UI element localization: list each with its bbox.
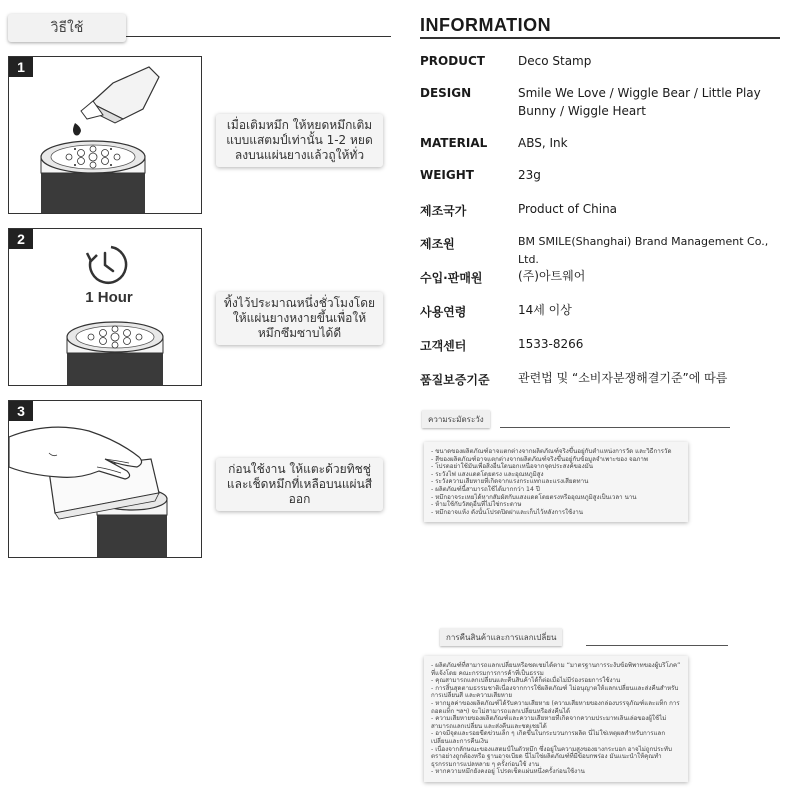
info-label-material: MATERIAL	[420, 136, 488, 150]
info-label-manufacturer: 제조원	[420, 237, 455, 251]
caution-line: - ระวังไฟ แสงแดดโดยตรง และอุณหภูมิสูง	[431, 470, 544, 478]
exchange-tab: การคืนสินค้าและการแลกเปลี่ยน	[440, 628, 562, 646]
tissue-wipe-icon	[9, 401, 202, 558]
exchange-line: - หากมูลค่าของผลิตภัณฑ์ได้รับความเสียหาย (ความเสียหายของกล่องบรรจุภัณฑ์และแท็ก การถอดแท็ก ฯลฯ) จะไม่สามารถแลกเปลี่ยนหรือส่งคืนได้	[431, 699, 680, 715]
exchange-line: - การสิ้นสุดตามธรรมชาติเนื่องจากการใช้ผลิตภัณฑ์ ไม่อนุญาตให้แลกเปลี่ยนและส่งคืนสำหรับการเปลี่ยนสี และความเสียหาย	[431, 684, 679, 700]
caution-tab: ความระมัดระวัง	[422, 410, 490, 428]
info-value-importer: (주)아트웨어	[518, 269, 586, 283]
caution-line: - หมึกอาจแห้ง ดังนั้นโปรดปิดฝาและเก็บไว้หลังการใช้งาน	[431, 508, 583, 516]
info-value-age: 14세 이상	[518, 303, 572, 317]
step-1-number: 1	[9, 57, 33, 77]
info-value-material: ABS, Ink	[518, 136, 568, 150]
info-label-customer-center: 고객센터	[420, 339, 467, 353]
caution-divider	[500, 427, 730, 428]
information-divider	[420, 37, 780, 39]
info-value-product: Deco Stamp	[518, 54, 592, 68]
step-1-text: เมื่อเติมหมึก ให้หยดหมึกเติมแบบแสตมป์เท่านั้น 1-2 หยด ลงบนแผ่นยางแล้วถูให้ทั่ว	[216, 114, 383, 167]
step-2-text: ทิ้งไว้ประมาณหนึ่งชั่วโมงโดยให้แผ่นยางหงายขึ้นเพื่อให้หมึกซึมซาบได้ดี	[216, 292, 383, 345]
exchange-line: - ผลิตภัณฑ์ที่สามารถแลกเปลี่ยนหรือชดเชยได้ตาม “มาตรฐานการระงับข้อพิพาทของผู้บริโภค” ที่แจ้งโดย คณะกรรมการการค้าที่เป็นธรรม	[431, 662, 681, 677]
duration-label: 1 Hour	[85, 289, 133, 306]
exchange-line: - เนื่องจากลักษณะของแสตมป์ในตัวหมึก ซึ่งอยู่ในความสูงของยางกระบอก อาจไม่ถูกประทับตราอย่างถูกต้องหรือ ฐานอาจเบียด นี่ไม่ใช่ผลิตภัณฑ์ที่มีข้อบกพร่อง มันแนะนำให้คุณทำธุรกรรมการแปลหลาย ๆ ครั้งก่อนใช้ งาน	[431, 745, 672, 768]
info-label-weight: WEIGHT	[420, 168, 474, 182]
how-to-use-divider	[126, 36, 391, 37]
info-label-product: PRODUCT	[420, 54, 485, 68]
clock-icon	[9, 229, 202, 386]
caution-line: - ห้ามใช้กับวัสดุอื่นที่ไม่ใช่กระดาษ	[431, 501, 522, 509]
info-value-quality-standard: 관련법 및 “소비자분쟁해결기준”에 따름	[518, 371, 728, 385]
caution-notes	[424, 442, 688, 522]
step-2-illustration	[8, 228, 202, 386]
ink-dropper-icon	[9, 57, 202, 214]
exchange-line: - ความเสียหายของผลิตภัณฑ์และความเสียหายที่เกิดจากความประมาทเลินเล่อของผู้ใช้ไม่สามารถแลกเปลี่ยน และส่งคืนและชดเชยได้	[431, 715, 667, 730]
caution-line: - ผลิตภัณฑ์นี้สามารถใช้ได้มากกว่า 14 ปี	[431, 485, 540, 493]
step-1-illustration	[8, 56, 202, 214]
info-label-design: DESIGN	[420, 86, 472, 100]
exchange-divider	[586, 645, 728, 646]
info-value-origin: Product of China	[518, 202, 618, 216]
step-2-number: 2	[9, 229, 33, 249]
information-title: INFORMATION	[420, 15, 552, 35]
how-to-use-tab: วิธีใช้	[8, 14, 126, 42]
exchange-line: - หากความหมึกยังคงอยู่ โปรดเช็ดแผ่นหนึ่งครั้งก่อนใช้งาน	[431, 768, 585, 776]
caution-line: - ขนาดของผลิตภัณฑ์อาจแตกต่างจากผลิตภัณฑ์จริงขึ้นอยู่กับตำแหน่งการวัด และวิธีการวัด	[431, 448, 672, 455]
caution-line: - โปรดอย่าใช้มันเพื่อสิ่งอื่นใดนอกเหนือจากจุดประสงค์ของมัน	[431, 463, 593, 471]
info-label-age: 사용연령	[420, 305, 467, 319]
info-value-customer-center: 1533-8266	[518, 337, 584, 351]
info-value-weight: 23g	[518, 168, 541, 182]
step-3-text: ก่อนใช้งาน ให้แตะด้วยทิชชู่และเช็ดหมึกที่เหลือบนแผ่นสีออก	[216, 458, 383, 511]
info-label-importer: 수입·판매원	[420, 271, 483, 285]
step-3-illustration	[8, 400, 202, 558]
caution-line: - ระวังความเสียหายที่เกิดจากแรงกระแทกและแรงเสียดทาน	[431, 478, 589, 486]
exchange-line: - อาจมีจุดและรอยขีดข่วนเล็ก ๆ เกิดขึ้นในกระบวนการผลิต นี่ไม่ใช่เหตุผลสำหรับการแลกเปลี่ยนและการคืนเงิน	[431, 730, 666, 745]
info-label-origin: 제조국가	[420, 204, 467, 218]
caution-line: - สีของผลิตภัณฑ์อาจแตกต่างจากผลิตภัณฑ์จริงขึ้นอยู่กับข้อมูลจำเพาะของ จอภาพ	[431, 455, 648, 463]
exchange-line: - คุณสามารถแลกเปลี่ยนและคืนสินค้าได้ก็ต่อเมื่อไม่มีร่องรอยการใช้งาน	[431, 677, 621, 685]
step-3-number: 3	[9, 401, 33, 421]
info-value-manufacturer: BM SMILE(Shanghai) Brand Management Co., Ltd.	[518, 235, 769, 266]
info-label-quality-standard: 품질보증기준	[420, 373, 490, 387]
info-value-design: Smile We Love / Wiggle Bear / Little Play Bunny / Wiggle Heart	[518, 86, 761, 118]
exchange-notes	[424, 656, 688, 782]
caution-line: - หมึกอาจระเหยได้หากสัมผัสกับแสงแดดโดยตรงหรืออุณหภูมิสูงเป็นเวลา นาน	[431, 493, 637, 501]
